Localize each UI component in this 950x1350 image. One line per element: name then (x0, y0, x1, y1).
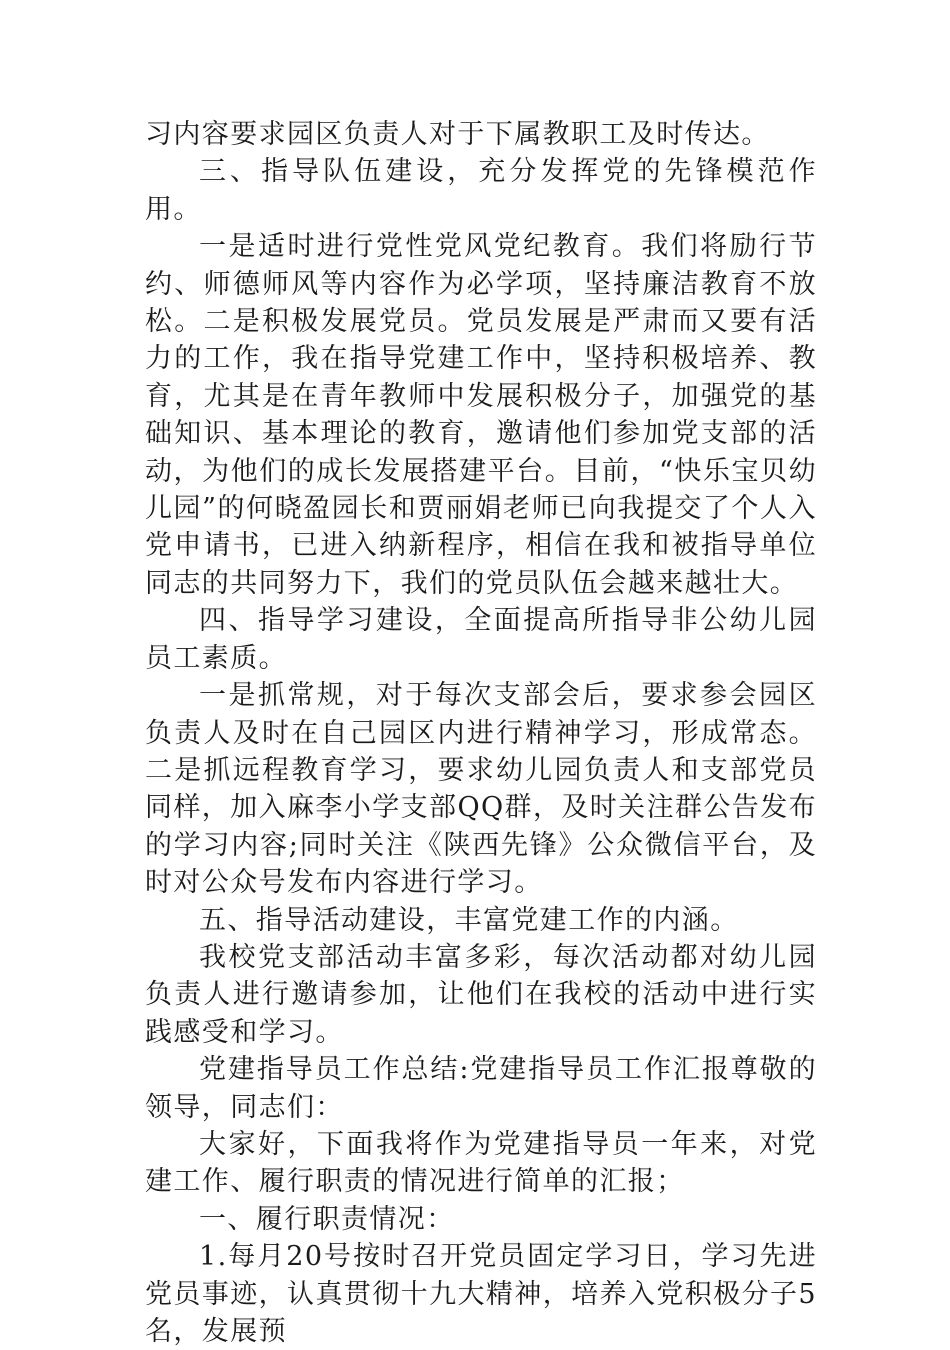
paragraph-activities: 我校党支部活动丰富多彩，每次活动都对幼儿园负责人进行邀请参加，让他们在我校的活动中进行实践感受和学习。 (145, 941, 817, 1048)
paragraph-party-education: 一是适时进行党性党风党纪教育。我们将励行节约、师德师风等内容作为必学项，坚持廉洁教育不放松。二是积极发展党员。党员发展是严肃而又要有活力的工作，我在指导党建工作中，坚持积极培养、教育，尤其是在青年教师中发展积极分子，加强党的基础知识、基本理论的教育，邀请他们参加党支部的活动，为他们的成长发展搭建平台。目前，“快乐宝贝幼儿园”的何晓盈园长和贾丽娟老师已向我提交了个人入党申请书，已进入纳新程序，相信在我和被指导单位同志的共同努力下，我们的党员队伍会越来越壮大。 (145, 231, 817, 599)
paragraph-continued: 习内容要求园区负责人对于下属教职工及时传达。 (145, 119, 770, 150)
section-heading-duties: 一、履行职责情况： (199, 1203, 455, 1235)
paragraph-summary-title: 党建指导员工作总结:党建指导员工作汇报尊敬的领导，同志们： (145, 1054, 817, 1123)
paragraph-greeting: 大家好，下面我将作为党建指导员一年来，对党建工作、履行职责的情况进行简单的汇报； (145, 1128, 817, 1198)
paragraph-item-1: 1.每月20号按时召开党员固定学习日，学习先进党员事迹，认真贯彻十九大精神，培养入党积极分子5名，发展预 (145, 1241, 817, 1347)
section-heading-3: 三、指导队伍建设，充分发挥党的先锋模范作用。 (145, 156, 817, 225)
document-body (145, 116, 817, 1350)
paragraph-study-routine: 一是抓常规，对于每次支部会后，要求参会园区负责人及时在自己园区内进行精神学习，形成常态。二是抓远程教育学习，要求幼儿园负责人和支部党员同样，加入麻李小学支部QQ群，及时关注群公告发布的学习内容;同时关注《陕西先锋》公众微信平台，及时对公众号发布内容进行学习。 (145, 680, 817, 899)
section-heading-4: 四、指导学习建设，全面提高所指导非公幼儿园员工素质。 (145, 605, 817, 674)
section-heading-5: 五、指导活动建设，丰富党建工作的内涵。 (199, 904, 739, 936)
